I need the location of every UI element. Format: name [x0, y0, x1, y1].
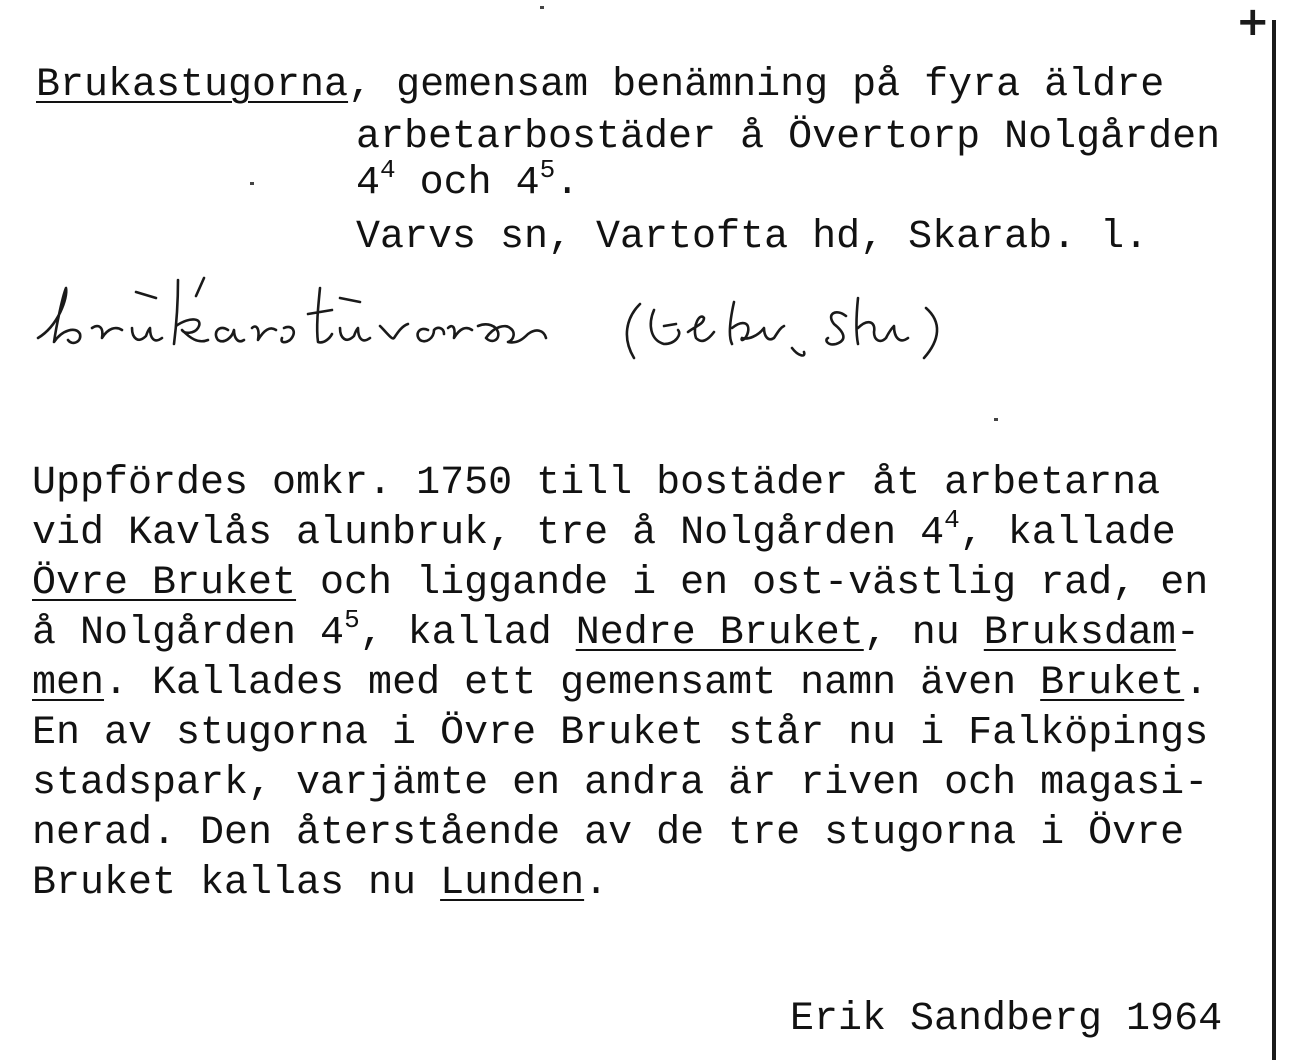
body-line-7: stadspark, varjämte en andra är riven och magasi- [32, 761, 1209, 806]
handwritten-note-text: brūkastūvora (Eckn, Skn) [28, 268, 43, 269]
headword: Brukastugorna [36, 63, 349, 108]
header-line-3: $4^4$ och $4^5$. [356, 155, 580, 206]
body-line-9: Bruket kallas nu Lunden. [32, 861, 609, 906]
superscript: 5 [344, 605, 360, 635]
speck [994, 418, 998, 421]
body-line-5: men. Kallades med ett gemensamt namn även Bruket. [32, 661, 1209, 706]
header-line-1 [36, 60, 1164, 112]
speck [250, 182, 254, 185]
body-line-1: Uppfördes omkr. 1750 till bostäder åt arbetarna [32, 461, 1161, 506]
place-name-bruksdammen-part1: Bruksdam [983, 611, 1176, 656]
handwritten-pronunciation-note [28, 268, 948, 378]
speck [540, 6, 544, 9]
superscript: 4 [944, 505, 960, 535]
superscript: 5 [539, 155, 556, 185]
place-name-lunden: Lunden [440, 861, 585, 906]
body-line-3: Övre Bruket och liggande i en ost-västlig rad, en [32, 561, 1209, 606]
place-name-nedre-bruket: Nedre Bruket [575, 611, 864, 656]
header-line-1-rest: , gemensam benämning på fyra äldre [348, 63, 1165, 108]
body-line-4: å Nolgården $4^5$, kallad Nedre Bruket, nu Bruksdam- [32, 605, 1200, 656]
superscript: 4 [380, 155, 396, 185]
place-name-ovre-bruket: Övre Bruket [32, 561, 297, 606]
body-line-6: En av stugorna i Övre Bruket står nu i Falköpings [32, 711, 1209, 756]
author-signature: Erik Sandberg 1964 [790, 997, 1223, 1042]
header-line-2: arbetarbostäder å Övertorp Nolgården [356, 115, 1221, 160]
body-line-8: nerad. Den återstående av de tre stugorna i Övre [32, 811, 1185, 856]
card-edge-rule [1272, 20, 1276, 1060]
body-line-2: vid Kavlås alunbruk, tre å Nolgården $4^4$, kallade [32, 505, 1176, 556]
place-name-bruket: Bruket [1040, 661, 1185, 706]
header-line-4: Varvs sn, Vartofta hd, Skarab. l. [356, 215, 1149, 260]
plus-mark: + [1236, 0, 1270, 45]
place-name-bruksdammen-part2: men [32, 661, 105, 706]
